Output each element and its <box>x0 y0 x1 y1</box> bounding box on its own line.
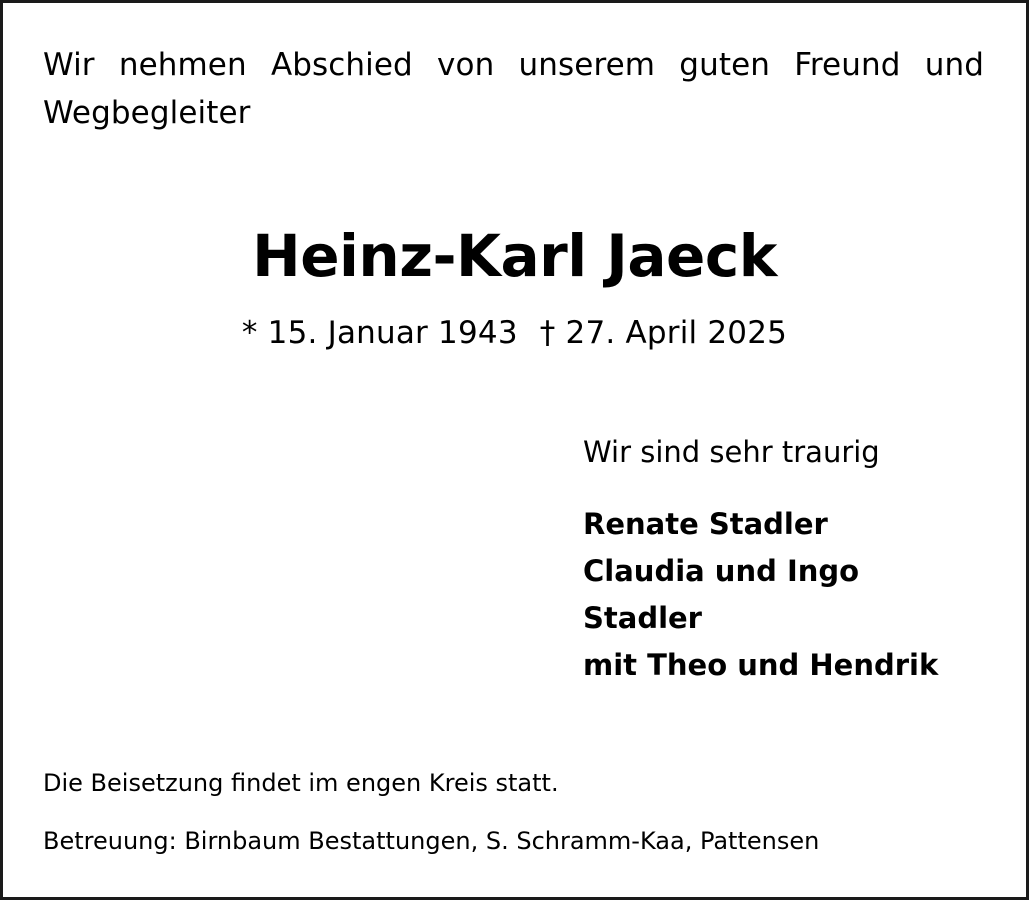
death-date: † 27. April 2025 <box>539 314 788 351</box>
funeral-home-info: Betreuung: Birnbaum Bestattungen, S. Schramm-Kaa, Pattensen <box>43 827 820 855</box>
family-member: Claudia und Ingo Stadler <box>583 553 860 635</box>
mourning-line: Wir sind sehr traurig <box>583 434 880 469</box>
family-member: mit Theo und Hendrik <box>583 647 939 682</box>
intro-text: Wir nehmen Abschied von unserem guten Freund und Wegbegleiter <box>43 47 984 132</box>
birth-date: * 15. Januar 1943 <box>241 314 518 351</box>
family-member: Renate Stadler <box>583 506 828 541</box>
name-block <box>43 222 986 351</box>
deceased-name: Heinz-Karl Jaeck <box>252 222 777 291</box>
family-block <box>43 435 986 689</box>
footer-block <box>43 769 986 855</box>
funeral-info: Die Beisetzung findet im engen Kreis statt. <box>43 769 559 797</box>
life-dates <box>43 315 986 351</box>
